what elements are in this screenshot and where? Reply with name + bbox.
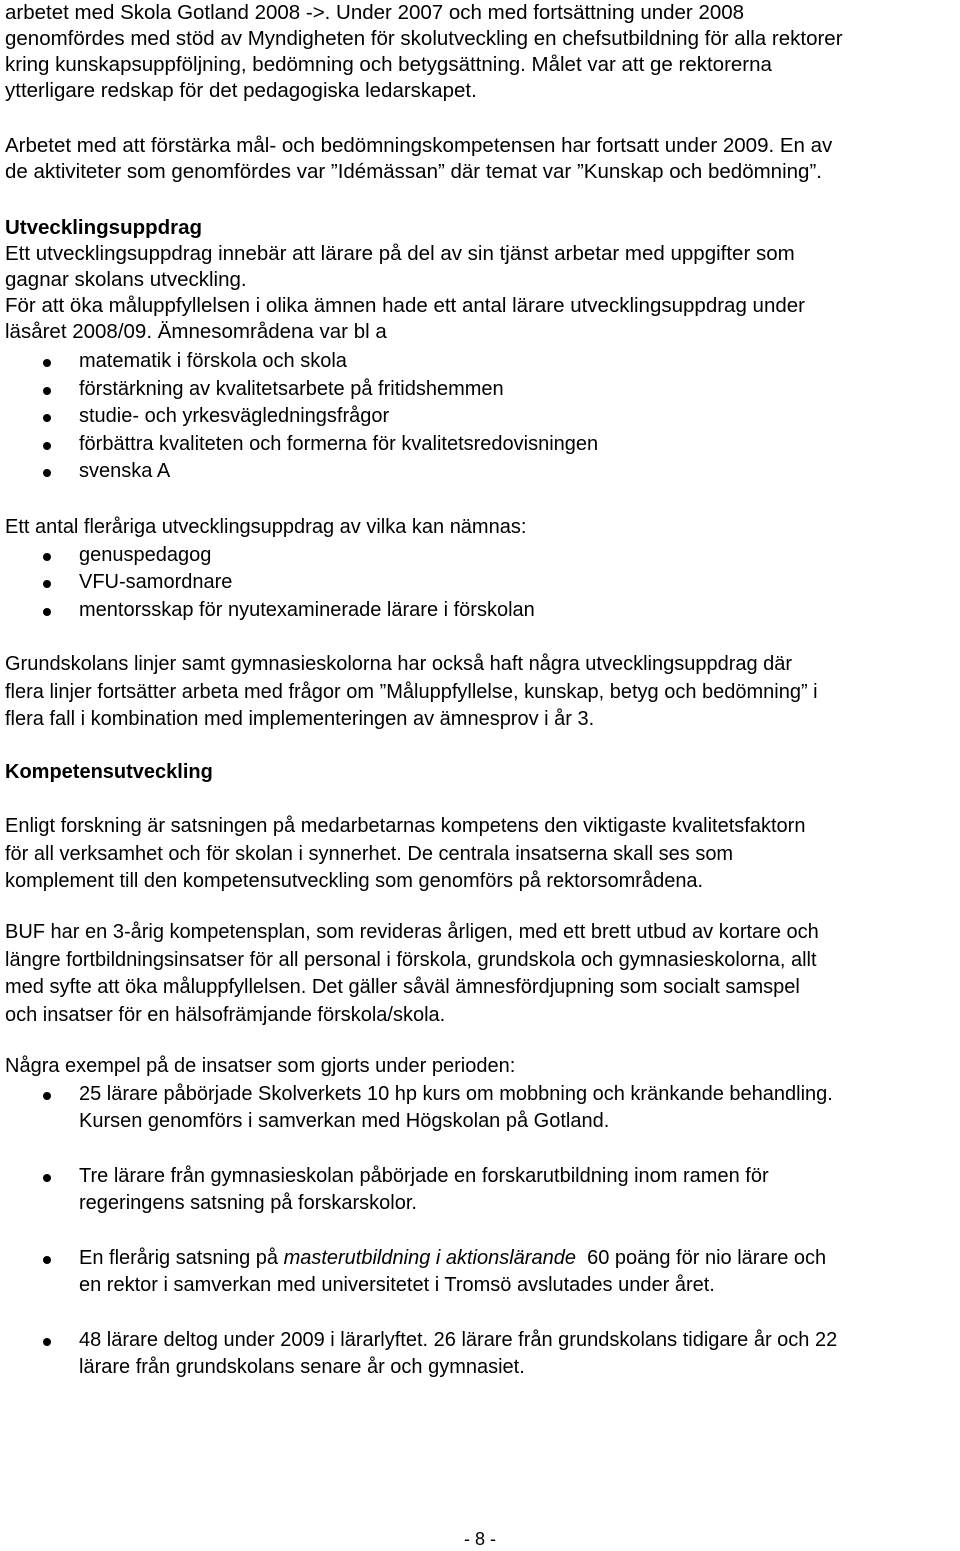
list-item: Tre lärare från gymnasieskolan påbörjade en forskarutbildning inom ramen för regeringens satsning på forskarskolor. (5, 1163, 960, 1218)
list-item: matematik i förskola och skola (5, 348, 960, 376)
list-item: VFU-samordnare (5, 569, 960, 597)
section-heading-competence: Kompetensutveckling (5, 761, 213, 783)
multi-year-intro: Ett antal fleråriga utvecklingsuppdrag av vilka kan nämnas: (5, 516, 527, 538)
closing-line: Grundskolans linjer samt gymnasieskolorna har också haft några utvecklingsuppdrag där (5, 653, 793, 675)
dev-line: För att öka måluppfyllelsen i olika ämnen hade ett antal lärare utvecklingsuppdrag under (5, 294, 805, 317)
dev-line: läsåret 2008/09. Ämnesområdena var bl a (5, 320, 387, 343)
assessment-line: de aktiviteter som genomfördes var ”Idémässan” där temat var ”Kunskap och bedömning”. (5, 160, 822, 183)
competence-line: Enligt forskning är satsningen på medarbetarnas kompetens den viktigaste kvalitetsfaktorn (5, 815, 806, 837)
list-item: 48 lärare deltog under 2009 i lärarlyftet. 26 lärare från grundskolans tidigare år och 22 lärare från grundskolans senare år och gymnasiet. (5, 1327, 960, 1382)
dev-line: gagnar skolans utveckling. (5, 268, 247, 291)
examples-intro: Några exempel på de insatser som gjorts under perioden: (5, 1055, 516, 1077)
list-item: mentorsskap för nyutexaminerade lärare i förskolan (5, 597, 960, 625)
list-item: studie- och yrkesvägledningsfrågor (5, 403, 960, 431)
competence-paragraph-2 (5, 919, 960, 1029)
competence-line: BUF har en 3-årig kompetensplan, som revideras årligen, med ett brett utbud av kortare och (5, 921, 819, 943)
intro-paragraph (5, 0, 960, 104)
competence-line: komplement till den kompetensutveckling som genomförs på rektorsområdena. (5, 870, 704, 892)
competence-paragraph-1 (5, 813, 960, 896)
list-item: genuspedagog (5, 542, 960, 570)
dev-assignments-section (5, 215, 960, 345)
multi-year-section (5, 514, 960, 624)
list-item: 25 lärare påbörjade Skolverkets 10 hp kurs om mobbning och kränkande behandling. Kursen genomförs i samverkan med Högskolan på Gotland. (5, 1081, 960, 1136)
competence-line: längre fortbildningsinsatser för all personal i förskola, grundskola och gymnasieskolorna, allt (5, 948, 817, 971)
assessment-line: Arbetet med att förstärka mål- och bedömningskompetensen har fortsatt under 2009. En av (5, 134, 833, 157)
competence-line: och insatser för en hälsofrämjande förskola/skola. (5, 1003, 446, 1026)
competence-line: för all verksamhet och för skolan i synnerhet. De centrala insatserna skall ses som (5, 842, 734, 865)
closing-line: flera fall i kombination med implementeringen av ämnesprov i år 3. (5, 708, 595, 730)
closing-line: flera linjer fortsätter arbeta med frågor om ”Måluppfyllelse, kunskap, betyg och bedömning” i (5, 680, 818, 703)
dev-line: Ett utvecklingsuppdrag innebär att lärare på del av sin tjänst arbetar med uppgifter som (5, 242, 795, 265)
list-item: förstärkning av kvalitetsarbete på fritidshemmen (5, 376, 960, 404)
list-item: En flerårig satsning på masterutbildning i aktionslärande 60 poäng för nio lärare och en rektor i samverkan med universitetet i Tromsö avslutades under året. (5, 1245, 960, 1300)
intro-line: ytterligare redskap för det pedagogiska ledarskapet. (5, 79, 477, 102)
subject-areas-list (5, 348, 960, 486)
dev-closing-paragraph (5, 651, 960, 734)
emphasis-text: masterutbildning i aktionslärande (283, 1246, 576, 1269)
competence-heading-block (5, 759, 960, 787)
section-heading-dev-assignments: Utvecklingsuppdrag (5, 216, 203, 239)
assessment-paragraph (5, 133, 960, 185)
intro-line: kring kunskapsuppföljning, bedömning och betygsättning. Målet var att ge rektorerna (5, 53, 772, 76)
examples-section (5, 1053, 960, 1382)
list-item: förbättra kvaliteten och formerna för kvalitetsredovisningen (5, 431, 960, 459)
intro-line: genomfördes med stöd av Myndigheten för skolutveckling en chefsutbildning för alla rektorer (5, 27, 843, 50)
intro-line: arbetet med Skola Gotland 2008 ->. Under 2007 och med fortsättning under 2008 (5, 1, 745, 24)
competence-line: med syfte att öka måluppfyllelsen. Det gäller såväl ämnesfördjupning som socialt samspel (5, 976, 800, 998)
page-number: - 8 - (463, 1529, 496, 1549)
list-item: svenska A (5, 458, 960, 486)
